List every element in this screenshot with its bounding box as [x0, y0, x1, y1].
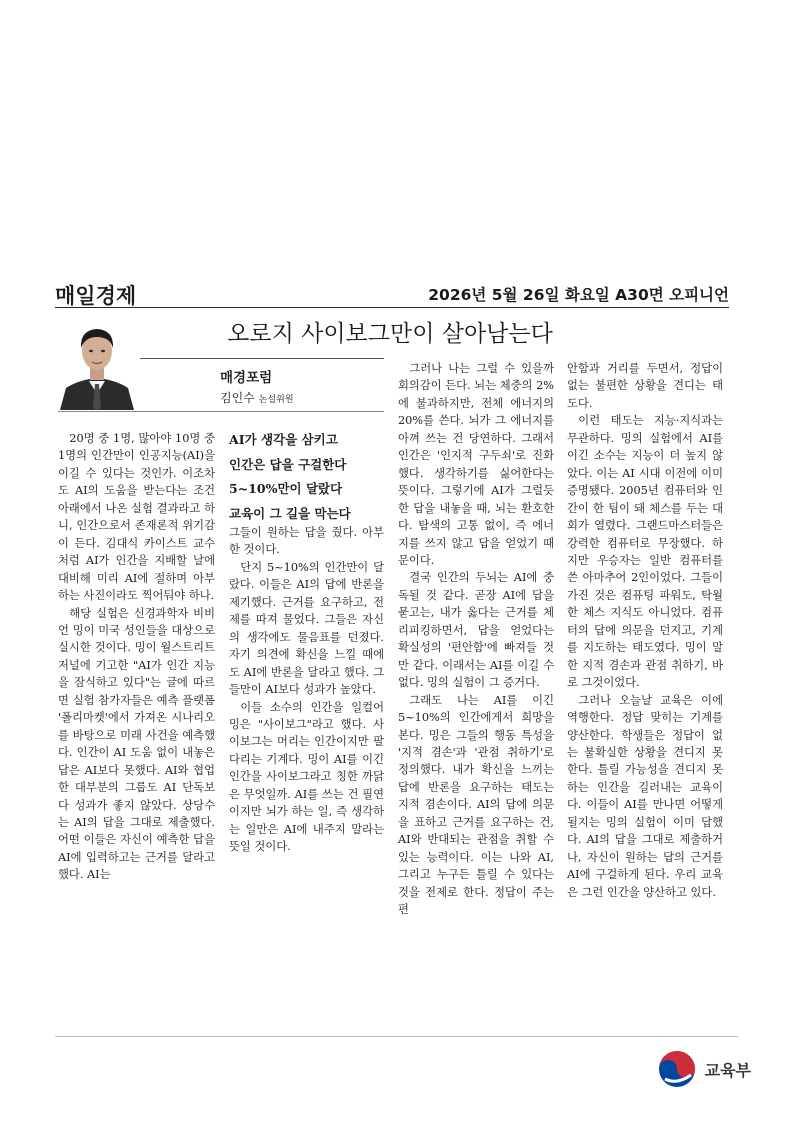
subhead-line: 인간은 답을 구걸한다 [229, 456, 347, 472]
paragraph: 결국 인간의 두뇌는 AI에 중독될 것 같다. 곧장 AI에 답을 묻고는, 내가 옳다는 근거를 체리피킹하면서, 답을 얻었다는 확실성의 '편안함'에 빠져들 것만 같다. 이래서는 AI를 이길 수 없다. 밍의 실험이 그 증거다. [398, 571, 554, 690]
forum-rule [140, 358, 384, 359]
taegeuk-logo-icon [657, 1049, 697, 1089]
paragraph: 그러나 나는 그럴 수 있을까 회의감이 든다. 뇌는 체중의 2%에 불과하지만, 전체 에너지의 20%를 쓴다. 뇌가 그 에너지를 아껴 쓰는 건 당연하다. 그래서 인간은 '인지적 구두쇠'로 진화했다. 생각하기를 싫어한다는 뜻이다. 그렇기에 AI가 그럴듯한 답을 내놓을 때, 뇌는 환호한다. 탐색의 고통 없이, 즉 에너지를 쓰지 않고 답을 얻었기 때문이다. [398, 362, 554, 567]
headline: 오로지 사이보그만이 살아남는다 [227, 321, 553, 347]
photo-rule [58, 411, 384, 412]
ministry-logo [657, 1049, 751, 1089]
paragraph: 단지 5~10%의 인간만이 달랐다. 이들은 AI의 답에 반론을 제기했다. 근거를 요구하고, 전제를 따져 물었다. 그들은 자신의 생각에도 물음표를 던졌다. 자기 의견에 확신을 느낄 때에도 AI에 반론을 달라고 했다. 그들만이 AI보다 성과가 높았다. [229, 560, 384, 697]
paragraph: 이런 태도는 지능·지식과는 무관하다. 밍의 실험에서 AI를 이긴 소수는 지능이 더 높지 않았다. 이는 AI 시대 이전에 이미 증명됐다. 2005년 컴퓨터와 인간이 한 팀이 돼 체스를 두는 대회가 열렸다. 그랜드마스터들은 강력한 컴퓨터로 무장했다. 하지만 우승자는 일반 컴퓨터를 쓴 아마추어 2인이었다. 그들이 가진 것은 컴퓨팅 파워도, 탁월한 체스 지식도 아니었다. 컴퓨터의 답에 의문을 던지고, 기계를 지도하는 태도였다. 밍이 말한 지적 겸손과 관점 취하기, 바로 그것이었다. [567, 414, 723, 690]
top-rule [55, 307, 729, 308]
author-photo [58, 318, 136, 410]
paragraph: 이들 소수의 인간을 일컬어 밍은 "사이보그"라고 했다. 사이보그는 머리는 인간이지만 팔다리는 기계다. 밍이 AI를 이긴 인간을 사이보그라고 칭한 까닭은 무엇일까. AI를 쓰는 건 필연이지만 뇌가 하는 일, 즉 생각하는 일만은 AI에 내주지 말라는 뜻일 것이다. [229, 700, 384, 854]
column-name: 매경포럼 [220, 370, 273, 386]
article-column-2 [229, 524, 384, 854]
author-role: 논설위원 [258, 395, 294, 405]
author-name: 김인수 [220, 391, 255, 405]
paragraph: 20명 중 1명, 많아야 10명 중 1명의 인간만이 인공지능(AI)을 이길 수 있다는 것인가. 이조차도 AI의 도움을 받는다는 조건 아래에서 나온 실험 결과라고 하니, 인간으로서 존재론적 위기감이 든다. 김대식 카이스트 교수처럼 AI가 인간을 지배할 날에 대비해 미리 AI에 절하며 아부하는 사진이라도 찍어둬야 하나. [58, 432, 215, 603]
article-column-4 [567, 360, 723, 899]
paragraph: 그래도 나는 AI를 이긴 5~10%의 인간에게서 희망을 본다. 밍은 그들의 행동 특성을 '지적 겸손'과 '관점 취하기'로 정의했다. 내가 확신을 느끼는 답에 반론을 요구하는 태도는 지적 겸손이다. AI의 답에 의문을 표하고 근거를 요구하는 건, AI와 반대되는 관점을 취할 수 있는 능력이다. 이는 나와 AI, 그리고 누구든 틀릴 수 있다는 것을 전제로 한다. 정답이 주는 편 [398, 693, 554, 917]
ministry-name: 교육부 [704, 1060, 751, 1080]
subhead-line: 5~10%만이 달랐다 [229, 481, 343, 496]
byline [220, 389, 294, 406]
masthead: 매일경제 [55, 284, 137, 308]
paragraph: 안함과 거리를 두면서, 정답이 없는 불편한 상황을 견디는 태도다. [567, 362, 723, 410]
article-column-1 [58, 430, 215, 882]
bottom-rule [55, 1036, 738, 1037]
dateline: 2026년 5월 26일 화요일 A30면 오피니언 [428, 286, 729, 304]
paragraph: 그러나 오늘날 교육은 이에 역행한다. 정답 맞히는 기계를 양산한다. 학생들은 정답이 없는 불확실한 상황을 견디지 못한다. 틀릴 가능성을 견디지 못하는 인간을 길러내는 교육이다. 이들이 AI를 만나면 어떻게 될지는 밍의 실험이 이미 답했다. AI의 답을 그대로 제출하거나, 자신이 원하는 답의 근거를 AI에 구걸하게 된다. 우리 교육은 그런 인간을 양산하고 있다. [567, 693, 723, 899]
paragraph: 해당 실험은 신경과학자 비비언 밍이 미국 성인들을 대상으로 실시한 것이다. 밍이 월스트리트저널에 기고한 "AI가 인간 지능을 잠식하고 있다"는 글에 따르면 실험 참가자들은 예측 플랫폼 '폴리마켓'에서 가져온 시나리오를 바탕으로 미래 사건을 예측했다. 인간이 AI 도움 없이 내놓은 답은 AI보다 못했다. AI와 협업한 대부분의 그룹도 AI 단독보다 성과가 좋지 않았다. 상당수는 AI의 답을 그대로 제출했다. 어떤 이들은 자신이 예측한 답을 AI에 입력하고는 근거를 달라고 했다. AI는 [58, 606, 215, 882]
paragraph: 그들이 원하는 답을 줬다. 아부한 것이다. [229, 526, 384, 557]
subheads [229, 428, 384, 526]
subhead-line: 교육이 그 길을 막는다 [229, 505, 351, 521]
subhead-line: AI가 생각을 삼키고 [229, 432, 338, 447]
article-column-3 [398, 360, 554, 917]
